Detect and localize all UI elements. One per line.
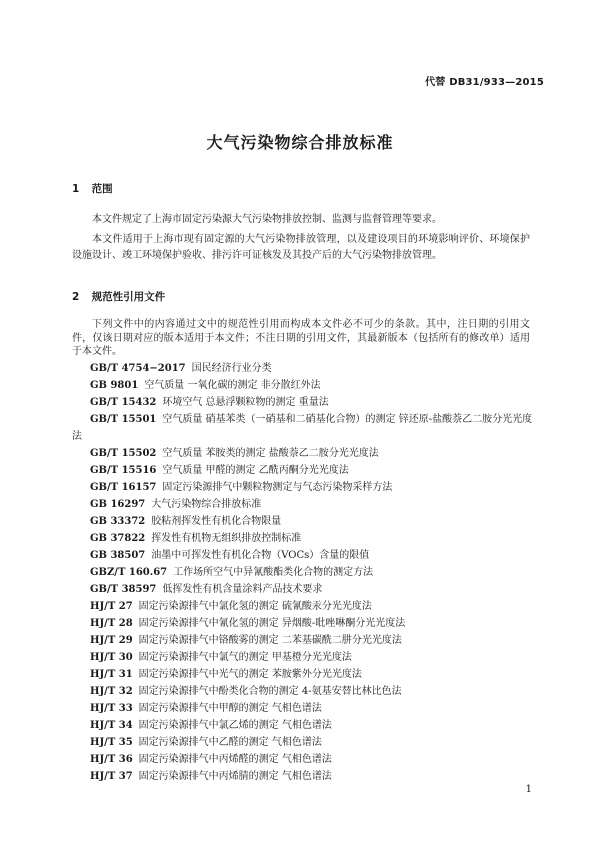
reference-title: 空气质量 苯胺类的测定 盐酸萘乙二胺分光光度法 xyxy=(162,448,379,459)
reference-title: 固定污染源排气中铬酸雾的测定 二苯基碳酰二肼分光光度法 xyxy=(138,635,402,646)
reference-title: 固定污染源排气中酚类化合物的测定 4-氨基安替比林比色法 xyxy=(138,686,402,697)
reference-item xyxy=(90,445,532,462)
reference-title: 空气质量 一氧化碳的测定 非分散红外法 xyxy=(144,380,321,391)
reference-item xyxy=(90,700,532,717)
reference-code: HJ/T 32 xyxy=(90,686,133,697)
reference-code: HJ/T 28 xyxy=(90,618,133,629)
reference-item xyxy=(90,734,532,751)
reference-code: GB/T 15516 xyxy=(90,465,157,476)
reference-code: HJ/T 34 xyxy=(90,720,133,731)
reference-title: 大气污染物综合排放标准 xyxy=(151,499,262,510)
reference-item xyxy=(90,462,532,479)
reference-title: 胶粘剂挥发性有机化合物限量 xyxy=(151,516,282,527)
reference-item xyxy=(90,479,532,496)
reference-title: 固定污染源排气中光气的测定 苯胺紫外分光光度法 xyxy=(138,669,362,680)
reference-title-continuation: 法 xyxy=(72,431,82,442)
reference-code: HJ/T 37 xyxy=(90,771,133,782)
reference-item xyxy=(90,751,532,768)
reference-title: 油墨中可挥发性有机化合物（VOCs）含量的限值 xyxy=(151,550,370,561)
reference-title: 挥发性有机物无组织排放控制标准 xyxy=(151,533,302,544)
references-intro-paragraph: 下列文件中的内容通过文中的规范性引用而构成本文件必不可少的条款。其中，注日期的引用文件，仅该日期对应的版本适用于本文件；不注日期的引用文件，其最新版本（包括所有的修改单）适用于本文件。 xyxy=(72,319,530,357)
reference-item xyxy=(90,649,532,666)
reference-code: GB/T 4754−2017 xyxy=(90,363,186,374)
reference-item xyxy=(90,547,532,564)
scope-paragraph-1: 本文件规定了上海市固定污染源大气污染物排放控制、监测与监督管理等要求。 xyxy=(92,214,442,225)
reference-item xyxy=(90,394,532,411)
reference-code: HJ/T 27 xyxy=(90,601,133,612)
reference-title: 工作场所空气中异氰酸酯类化合物的测定方法 xyxy=(173,567,374,578)
reference-title: 固定污染源排气中丙烯腈的测定 气相色谱法 xyxy=(138,771,332,782)
reference-title: 空气质量 硝基苯类（一硝基和二硝基化合物）的测定 锌还原-盐酸萘乙二胺分光光度 xyxy=(162,414,533,425)
reference-code: GB 9801 xyxy=(90,380,139,391)
reference-code: GB/T 38597 xyxy=(90,584,157,595)
reference-code: HJ/T 31 xyxy=(90,669,133,680)
section-heading-references xyxy=(72,289,165,304)
reference-code: GB 37822 xyxy=(90,533,146,544)
reference-title: 固定污染源排气中颗粒物测定与气态污染物采样方法 xyxy=(162,482,393,493)
reference-code: GB/T 15432 xyxy=(90,397,157,408)
reference-item xyxy=(90,615,532,632)
section-heading-scope xyxy=(72,181,113,196)
reference-item xyxy=(90,717,532,734)
reference-code: GBZ/T 160.67 xyxy=(90,567,168,578)
reference-code: HJ/T 36 xyxy=(90,754,133,765)
reference-title: 固定污染源排气中氯化氢的测定 硫氰酸汞分光光度法 xyxy=(138,601,372,612)
reference-code: HJ/T 29 xyxy=(90,635,133,646)
reference-item xyxy=(90,530,532,547)
reference-title: 固定污染源排气中乙醛的测定 气相色谱法 xyxy=(138,737,322,748)
reference-code: HJ/T 33 xyxy=(90,703,133,714)
section-title: 规范性引用文件 xyxy=(91,291,166,303)
reference-item xyxy=(90,581,532,598)
reference-item xyxy=(90,666,532,683)
reference-code: GB 33372 xyxy=(90,516,146,527)
reference-title: 空气质量 甲醛的测定 乙酰丙酮分光光度法 xyxy=(162,465,349,476)
reference-item xyxy=(90,496,532,513)
reference-item xyxy=(90,360,532,377)
reference-title: 国民经济行业分类 xyxy=(191,363,272,374)
replace-note: 代替 DB31/933—2015 xyxy=(425,77,544,88)
reference-code: HJ/T 30 xyxy=(90,652,133,663)
reference-code: GB/T 15501 xyxy=(90,414,157,425)
scope-paragraph-2: 本文件适用于上海市现有固定源的大气污染物排放管理，以及建设项目的环境影响评价、环境保护设施设计、竣工环境保护验收、排污许可证核发及其投产后的大气污染物排放管理。 xyxy=(72,234,530,261)
reference-code: GB 38507 xyxy=(90,550,146,561)
reference-code: GB/T 15502 xyxy=(90,448,157,459)
reference-item xyxy=(90,768,532,785)
reference-item xyxy=(90,564,532,581)
reference-item xyxy=(90,513,532,530)
section-number: 1 xyxy=(72,183,80,195)
section-number: 2 xyxy=(72,291,80,303)
reference-item xyxy=(90,683,532,700)
reference-item xyxy=(72,411,533,445)
reference-list xyxy=(72,360,533,785)
reference-title: 低挥发性有机含量涂料产品技术要求 xyxy=(162,584,323,595)
document-title: 大气污染物综合排放标准 xyxy=(206,133,394,152)
page-number: 1 xyxy=(525,784,532,795)
reference-item xyxy=(90,598,532,615)
reference-item xyxy=(90,377,532,394)
reference-code: GB/T 16157 xyxy=(90,482,157,493)
reference-code: GB 16297 xyxy=(90,499,146,510)
section-title: 范围 xyxy=(91,183,113,195)
reference-title: 环境空气 总悬浮颗粒物的测定 重量法 xyxy=(162,397,329,408)
reference-title: 固定污染源排气中氰化氢的测定 异烟酸-吡唑啉酮分光光度法 xyxy=(138,618,406,629)
reference-item xyxy=(90,632,532,649)
reference-title: 固定污染源排气中甲醇的测定 气相色谱法 xyxy=(138,703,322,714)
reference-title: 固定污染源排气中氯气的测定 甲基橙分光光度法 xyxy=(138,652,352,663)
reference-title: 固定污染源排气中氯乙烯的测定 气相色谱法 xyxy=(138,720,332,731)
reference-code: HJ/T 35 xyxy=(90,737,133,748)
reference-title: 固定污染源排气中丙烯醛的测定 气相色谱法 xyxy=(138,754,332,765)
